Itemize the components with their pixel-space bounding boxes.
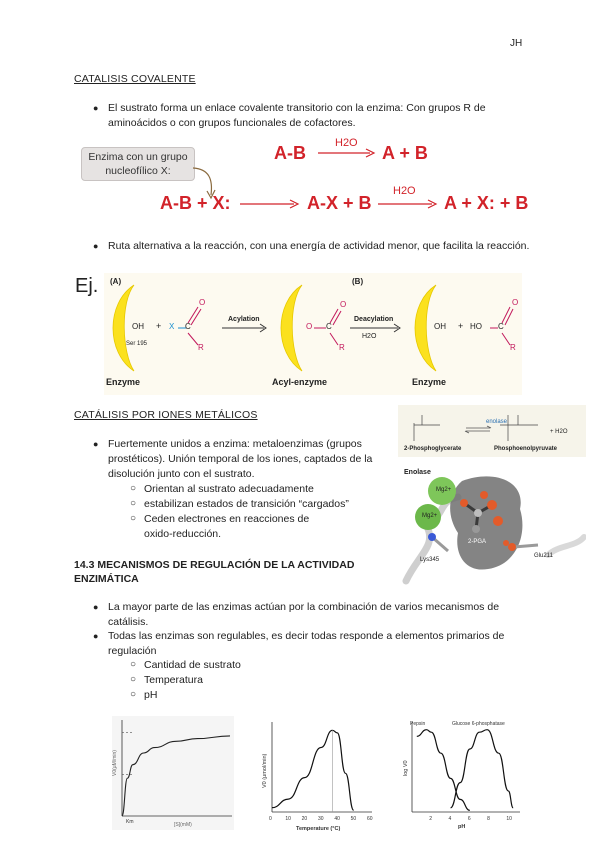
chart-ph — [402, 716, 524, 832]
chart3-xlabel: pH — [458, 824, 466, 830]
sub-bullet: ○ — [130, 659, 137, 670]
fig-o-1: O — [199, 298, 206, 307]
eq2-arrow1 — [240, 199, 300, 209]
bullet-text: El sustrato forma un enlace covalente transitorio con la enzima: Con grupos R de aminoácidos o con grupos funcionales de cofactores. — [108, 102, 486, 129]
fig-x: X — [169, 322, 175, 331]
label-h2o: + H2O — [550, 429, 568, 435]
eq2-b: A-X + B — [307, 193, 372, 213]
fig-plus-1: + — [156, 321, 162, 331]
fig-c-3: C — [498, 322, 504, 331]
chart2-xlabel: Temperature (°C) — [296, 826, 341, 832]
bullet-text: Todas las enzimas son regulables, es decir todas responde a elementos primarios de regulación — [108, 630, 505, 657]
bullet-dot: ● — [93, 439, 99, 449]
label-pga: 2-PGA — [468, 539, 487, 545]
sub-item-2: ○ estabilizan estados de transición “cargados” — [130, 498, 349, 510]
chart3-legend-g6p: Glucose 6-phosphatase — [452, 721, 505, 727]
sub-item-ph: ○ pH — [130, 689, 158, 701]
chart2-xtick: 60 — [367, 816, 373, 822]
chart3-xtick: 8 — [487, 816, 490, 822]
label-glu: Glu211 — [534, 553, 553, 559]
chart2-xtick: 30 — [318, 816, 324, 822]
fig-deacylation: Deacylation — [354, 316, 394, 323]
bullet-text: Fuertemente unidos a enzima: metaloenzimas (grupos prostéticos). Unión temporal de los iones, captados de la disolución junto con el sustrato. — [108, 438, 373, 480]
fig-label-a: (A) — [110, 277, 122, 286]
section-title-regulacion: 14.3 MECANISMOS DE REGULACIÓN DE LA ACTIVIDAD ENZIMÁTICA — [74, 559, 355, 585]
bullet-text: La mayor parte de las enzimas actúan por la combinación de varios mecanismos de catálisis. — [108, 601, 500, 628]
chart2-xtick: 40 — [334, 816, 340, 822]
fig-o-3: O — [340, 300, 347, 309]
label-mg2: Mg2+ — [422, 513, 438, 519]
sub-item-1: ○ Orientan al sustrato adecuadamente — [130, 483, 314, 495]
fig-enzyme-1: Enzyme — [106, 377, 141, 387]
fig-ser: Ser 195 — [126, 341, 148, 347]
chart-temperature — [258, 718, 378, 832]
label-lys: Lys345 — [420, 557, 440, 563]
bullet-sustrato — [93, 101, 533, 131]
fig-enzyme-2: Enzyme — [412, 377, 447, 387]
eq1-arrow — [318, 148, 376, 158]
chart3-ylabel: log V0 — [403, 760, 409, 776]
section-title-ionmetal: CATÁLISIS POR IONES METÁLICOS — [74, 409, 258, 421]
label-pep: Phosphoenolpyruvate — [494, 446, 558, 452]
sub-item-temperatura: ○ Temperatura — [130, 674, 203, 686]
chart3-legend-pepsin: Pepsin — [410, 721, 426, 727]
section-title-covalente: CATALISIS COVALENTE — [74, 73, 196, 85]
bullet-metaloenzimas — [93, 437, 398, 482]
fig-r-1: R — [198, 343, 204, 352]
fig-o-2: O — [306, 322, 313, 331]
enolase-arrow-label: enolase — [486, 419, 508, 425]
fig-r-3: R — [510, 343, 516, 352]
sub-bullet: ○ — [130, 674, 137, 685]
chart3-xtick: 2 — [429, 816, 433, 822]
eq2-a: A-B + X: — [160, 193, 231, 213]
nucleophile-box: Enzima con un grupo nucleofílico X: — [81, 147, 195, 181]
chart1-ylabel: V0(μM/min) — [112, 750, 118, 776]
sub-item-sustrato: ○ Cantidad de sustrato — [130, 659, 241, 671]
eq1-right: A + B — [382, 143, 428, 163]
chart2-xtick: 0 — [269, 816, 272, 822]
chart3-xtick: 4 — [448, 816, 452, 822]
eq2-arrow2 — [378, 199, 438, 209]
sub-bullet: ○ — [130, 483, 137, 494]
fig-c-1: C — [185, 322, 191, 331]
sub-bullet: ○ — [130, 498, 137, 509]
fig-acyl-enzyme: Acyl-enzyme — [272, 377, 328, 387]
label-mg1: Mg2+ — [436, 487, 452, 493]
chart2-ylabel: V0 (μmol/min) — [262, 753, 268, 788]
header-initials: JH — [510, 38, 523, 49]
chart2-xtick: 10 — [285, 816, 291, 822]
eq1-left: A-B — [274, 143, 306, 163]
eq2-h2o: H2O — [393, 185, 416, 197]
bullet-text: Ruta alternativa a la reacción, con una energía de actividad menor, que facilita la reacción. — [108, 240, 530, 252]
fig-h2o: H2O — [362, 333, 377, 340]
fig-o-4: O — [512, 298, 519, 307]
fig-c-2: C — [326, 322, 332, 331]
chart1-km: Km — [126, 819, 134, 825]
fig-acylation: Acylation — [228, 316, 260, 323]
bullet-dot: ● — [93, 241, 99, 251]
enzyme-shape-1 — [113, 285, 134, 371]
eq2-c: A + X: + B — [444, 193, 529, 213]
enzyme-shape-3 — [415, 285, 436, 371]
fig-ho: HO — [470, 322, 482, 331]
chart1-xlabel: [S](mM) — [174, 822, 192, 828]
bullet-mecanismos — [93, 600, 533, 630]
sub-bullet: ○ — [130, 513, 137, 524]
fig-r-2: R — [339, 343, 345, 352]
bullet-ruta — [93, 239, 533, 254]
bullet-dot: ● — [93, 602, 99, 612]
chart3-xtick: 6 — [467, 816, 471, 822]
bullet-dot: ● — [93, 631, 99, 641]
fig-label-b: (B) — [352, 277, 364, 286]
enzyme-shape-2 — [281, 285, 302, 371]
chart2-xtick: 50 — [350, 816, 357, 822]
label-2pg: 2-Phosphoglycerate — [404, 446, 462, 452]
bullet-dot: ● — [93, 103, 99, 113]
label-enolase: Enolase — [404, 469, 431, 476]
example-label: Ej. — [75, 275, 99, 297]
sub-bullet: ○ — [130, 689, 137, 700]
bullet-regulables — [93, 629, 533, 659]
chart3-xtick: 10 — [506, 816, 512, 822]
fig-plus-2: + — [458, 321, 464, 331]
acylation-figure — [104, 273, 522, 395]
eq1-h2o: H2O — [335, 137, 358, 149]
fig-oh-2: OH — [434, 322, 446, 331]
chart2-xtick: 20 — [301, 816, 308, 822]
chart-substrate — [112, 716, 234, 830]
sub-item-3: ○ Ceden electrones en reacciones de oxido-reducción. — [130, 513, 310, 540]
fig-oh-1: OH — [132, 322, 144, 331]
enolase-figure — [398, 405, 586, 589]
